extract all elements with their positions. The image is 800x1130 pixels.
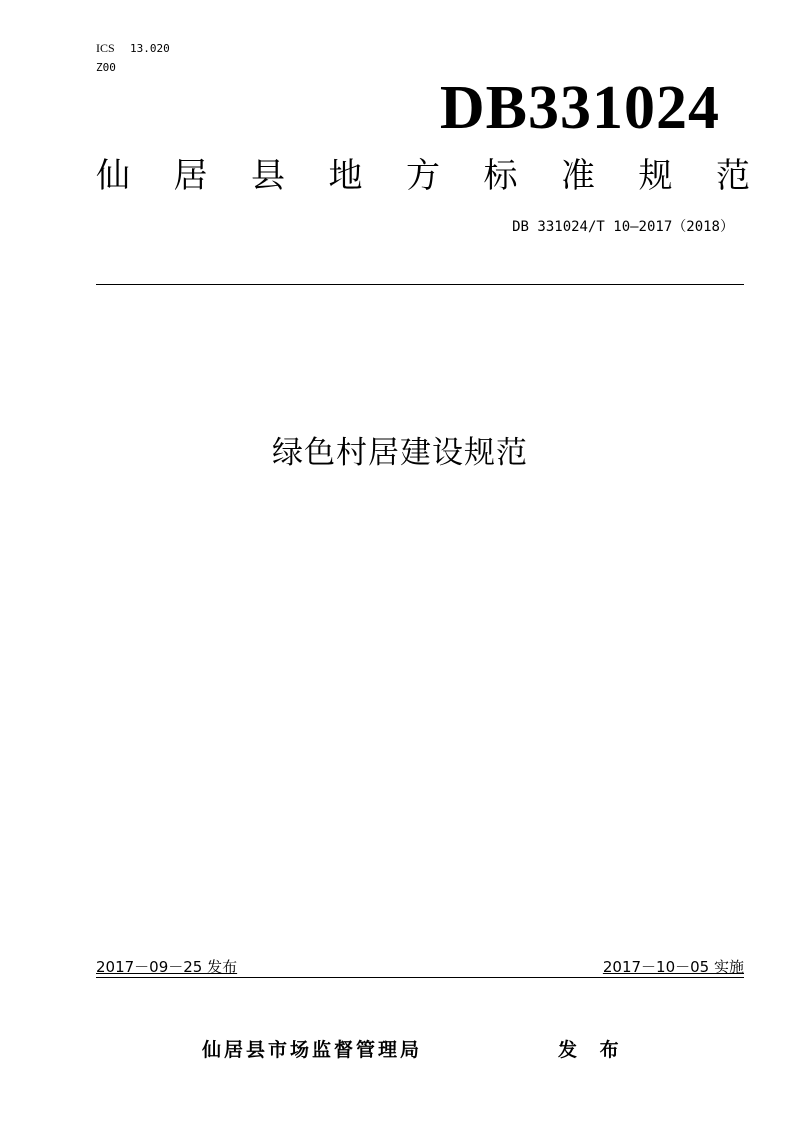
standard-code: DB331024 (439, 74, 720, 142)
ics-code (96, 40, 170, 57)
standard-type-char: 范 (716, 156, 750, 196)
standard-type-char: 准 (561, 156, 595, 196)
standard-type-char: 居 (173, 156, 208, 196)
standard-type-char: 仙 (96, 156, 130, 196)
ccs-code: Z00 (96, 61, 116, 74)
standard-type-char: 县 (251, 156, 285, 196)
publish-date: 2017－09－25 发布 (96, 958, 238, 976)
standard-type-char: 规 (638, 156, 673, 196)
ics-label: ICS (96, 41, 115, 55)
issuer-action: 发 布 (558, 1039, 627, 1061)
standard-type-char: 标 (483, 156, 518, 196)
standard-type-title (96, 152, 750, 200)
document-title: 绿色村居建设规范 (272, 435, 528, 471)
implement-date: 2017－10－05 实施 (602, 958, 744, 976)
issuer-name: 仙居县市场监督管理局 (202, 1039, 423, 1061)
standard-type-char: 方 (406, 156, 440, 196)
standard-number: DB 331024/T 10—2017（2018） (512, 219, 734, 235)
footer-divider (96, 977, 744, 978)
ics-value: 13.020 (130, 42, 170, 55)
standard-type-char: 地 (328, 156, 363, 196)
header-divider (96, 284, 744, 285)
